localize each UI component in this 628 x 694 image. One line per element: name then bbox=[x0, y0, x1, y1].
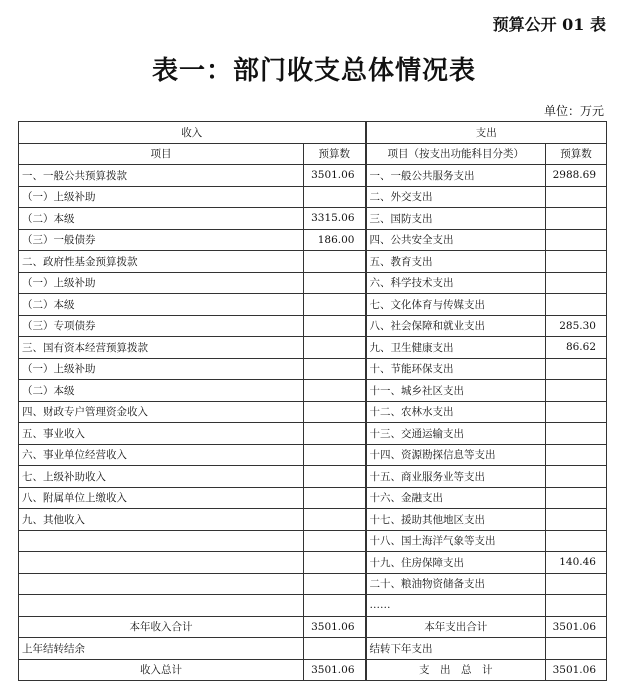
expense-amount-cell bbox=[546, 573, 607, 595]
expense-item-cell: 五、教育支出 bbox=[366, 251, 546, 273]
table-row bbox=[19, 423, 607, 445]
income-total-value: 3501.06 bbox=[304, 616, 366, 638]
income-item-cell: （一）上级补助 bbox=[19, 272, 304, 294]
income-amount-cell bbox=[304, 573, 366, 595]
carryover-out-value bbox=[546, 638, 607, 660]
income-amount-cell bbox=[304, 444, 366, 466]
expense-section-header: 支出 bbox=[366, 122, 607, 144]
expense-item-cell: 七、文化体育与传媒支出 bbox=[366, 294, 546, 316]
expense-item-cell: 二十、粮油物资储备支出 bbox=[366, 573, 546, 595]
income-amount-cell bbox=[304, 487, 366, 509]
income-item-cell bbox=[19, 595, 304, 617]
expense-amount-cell bbox=[546, 444, 607, 466]
expense-amount-cell bbox=[546, 530, 607, 552]
expense-amount-cell: 86.62 bbox=[546, 337, 607, 359]
expense-item-cell: 六、科学技术支出 bbox=[366, 272, 546, 294]
income-total-label: 本年收入合计 bbox=[19, 616, 304, 638]
income-item-cell: （三）一般债券 bbox=[19, 229, 304, 251]
income-item-cell bbox=[19, 573, 304, 595]
expense-item-column-header: 项目（按支出功能科目分类） bbox=[366, 143, 546, 165]
table-row bbox=[19, 444, 607, 466]
table-row bbox=[19, 315, 607, 337]
expense-amount-cell bbox=[546, 358, 607, 380]
table-row bbox=[19, 165, 607, 187]
table-row bbox=[19, 530, 607, 552]
income-item-cell: 二、政府性基金预算拨款 bbox=[19, 251, 304, 273]
expense-item-cell: 十一、城乡社区支出 bbox=[366, 380, 546, 402]
annual-total-row bbox=[19, 616, 607, 638]
table-row bbox=[19, 466, 607, 488]
income-item-cell: （一）上级补助 bbox=[19, 186, 304, 208]
income-amount-cell bbox=[304, 552, 366, 574]
expense-amount-cell: 285.30 bbox=[546, 315, 607, 337]
expense-amount-cell bbox=[546, 272, 607, 294]
table-row bbox=[19, 186, 607, 208]
expense-item-cell: 十七、援助其他地区支出 bbox=[366, 509, 546, 531]
income-item-cell bbox=[19, 530, 304, 552]
income-amount-cell bbox=[304, 423, 366, 445]
income-amount-cell bbox=[304, 358, 366, 380]
expense-amount-cell bbox=[546, 509, 607, 531]
expense-amount-cell: 2988.69 bbox=[546, 165, 607, 187]
table-row bbox=[19, 358, 607, 380]
expense-item-cell: 三、国防支出 bbox=[366, 208, 546, 230]
table-row bbox=[19, 229, 607, 251]
expense-item-cell: 一、一般公共服务支出 bbox=[366, 165, 546, 187]
table-row bbox=[19, 552, 607, 574]
income-item-cell: （二）本级 bbox=[19, 294, 304, 316]
income-item-cell: 七、上级补助收入 bbox=[19, 466, 304, 488]
expense-total-value: 3501.06 bbox=[546, 616, 607, 638]
carryover-in-value bbox=[304, 638, 366, 660]
income-item-cell: 六、事业单位经营收入 bbox=[19, 444, 304, 466]
expense-item-cell: 十六、金融支出 bbox=[366, 487, 546, 509]
table-number-label: 预算公开 01 表 bbox=[492, 15, 606, 34]
income-item-column-header: 项目 bbox=[19, 143, 304, 165]
page-title: 表一：部门收支总体情况表 bbox=[151, 56, 476, 86]
income-item-cell: 八、附属单位上缴收入 bbox=[19, 487, 304, 509]
expense-amount-cell bbox=[546, 595, 607, 617]
expense-amount-cell bbox=[546, 251, 607, 273]
budget-table bbox=[18, 121, 607, 681]
table-row bbox=[19, 573, 607, 595]
expense-item-cell: 二、外交支出 bbox=[366, 186, 546, 208]
income-item-cell bbox=[19, 552, 304, 574]
unit-label: 单位：万元 bbox=[543, 104, 604, 118]
expense-item-cell: 十八、国土海洋气象等支出 bbox=[366, 530, 546, 552]
income-item-cell: （一）上级补助 bbox=[19, 358, 304, 380]
income-item-cell: （二）本级 bbox=[19, 208, 304, 230]
expense-budget-column-header: 预算数 bbox=[546, 143, 607, 165]
income-item-cell: 一、一般公共预算拨款 bbox=[19, 165, 304, 187]
income-item-cell: 三、国有资本经营预算拨款 bbox=[19, 337, 304, 359]
expense-item-cell: 十五、商业服务业等支出 bbox=[366, 466, 546, 488]
expense-item-cell: 九、卫生健康支出 bbox=[366, 337, 546, 359]
income-amount-cell bbox=[304, 186, 366, 208]
income-amount-cell bbox=[304, 401, 366, 423]
table-row bbox=[19, 272, 607, 294]
table-row bbox=[19, 294, 607, 316]
expense-item-cell: 八、社会保障和就业支出 bbox=[366, 315, 546, 337]
expense-item-cell: 四、公共安全支出 bbox=[366, 229, 546, 251]
expense-amount-cell bbox=[546, 380, 607, 402]
expense-amount-cell bbox=[546, 229, 607, 251]
expense-amount-cell bbox=[546, 186, 607, 208]
table-row bbox=[19, 595, 607, 617]
grand-total-row bbox=[19, 659, 607, 681]
income-amount-cell bbox=[304, 315, 366, 337]
expense-amount-cell bbox=[546, 466, 607, 488]
income-amount-cell bbox=[304, 337, 366, 359]
table-row bbox=[19, 251, 607, 273]
income-budget-column-header: 预算数 bbox=[304, 143, 366, 165]
income-section-header: 收入 bbox=[19, 122, 366, 144]
expense-total-label: 本年支出合计 bbox=[366, 616, 546, 638]
income-amount-cell bbox=[304, 530, 366, 552]
expense-amount-cell bbox=[546, 401, 607, 423]
expense-item-cell: 十二、农林水支出 bbox=[366, 401, 546, 423]
income-item-cell: （二）本级 bbox=[19, 380, 304, 402]
income-amount-cell bbox=[304, 466, 366, 488]
grand-expense-value: 3501.06 bbox=[546, 659, 607, 681]
grand-expense-label: 支 出 总 计 bbox=[366, 659, 546, 681]
income-amount-cell bbox=[304, 380, 366, 402]
income-amount-cell bbox=[304, 595, 366, 617]
expense-item-cell: …… bbox=[366, 595, 546, 617]
carryover-in-label: 上年结转结余 bbox=[19, 638, 304, 660]
table-row bbox=[19, 380, 607, 402]
income-amount-cell: 3315.06 bbox=[304, 208, 366, 230]
grand-income-label: 收入总计 bbox=[19, 659, 304, 681]
expense-item-cell: 十三、交通运输支出 bbox=[366, 423, 546, 445]
expense-amount-cell bbox=[546, 208, 607, 230]
carryover-out-label: 结转下年支出 bbox=[366, 638, 546, 660]
income-amount-cell bbox=[304, 509, 366, 531]
income-item-cell: （三）专项债券 bbox=[19, 315, 304, 337]
expense-amount-cell bbox=[546, 487, 607, 509]
expense-amount-cell: 140.46 bbox=[546, 552, 607, 574]
income-amount-cell: 3501.06 bbox=[304, 165, 366, 187]
expense-amount-cell bbox=[546, 294, 607, 316]
table-row bbox=[19, 509, 607, 531]
income-item-cell: 九、其他收入 bbox=[19, 509, 304, 531]
expense-item-cell: 十四、资源勘探信息等支出 bbox=[366, 444, 546, 466]
carryover-row bbox=[19, 638, 607, 660]
income-item-cell: 五、事业收入 bbox=[19, 423, 304, 445]
table-row bbox=[19, 401, 607, 423]
income-amount-cell bbox=[304, 294, 366, 316]
income-item-cell: 四、财政专户管理资金收入 bbox=[19, 401, 304, 423]
expense-amount-cell bbox=[546, 423, 607, 445]
table-row bbox=[19, 337, 607, 359]
table-row bbox=[19, 208, 607, 230]
table-row bbox=[19, 487, 607, 509]
income-amount-cell bbox=[304, 272, 366, 294]
income-amount-cell bbox=[304, 251, 366, 273]
income-amount-cell: 186.00 bbox=[304, 229, 366, 251]
grand-income-value: 3501.06 bbox=[304, 659, 366, 681]
expense-item-cell: 十、节能环保支出 bbox=[366, 358, 546, 380]
expense-item-cell: 十九、住房保障支出 bbox=[366, 552, 546, 574]
